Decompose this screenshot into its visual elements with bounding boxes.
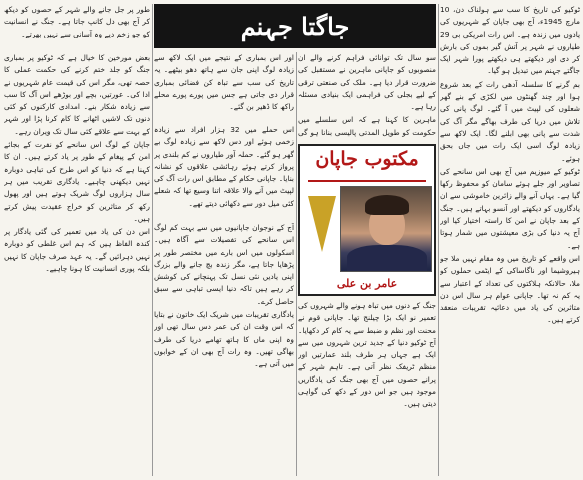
headline: جاگتا جہنم: [240, 11, 350, 41]
article-column-3-bottom: [154, 222, 294, 476]
column-title: مکتوب جاپان: [315, 148, 419, 170]
column-divider: [152, 4, 153, 476]
paragraph: جنگ کے دنوں میں تباہ ہونے والے شہروں کی تعمیر نو ایک بڑا چیلنج تھا۔ جاپانی قوم نے محنت اور نظم و ضبط سے یہ کام کر دکھایا۔ آج ٹوکیو دنیا کے جدید ترین شہروں میں سے ایک ہے جہاں ہر طرف بلند عمارتیں اور منظم ٹریفک نظر آتی ہے۔ تاہم شہر کے پرانے حصوں میں آج بھی جنگ کی یادگاریں موجود ہیں جو اس دور کے دکھ کی گواہی دیتی ہیں۔: [298, 301, 436, 409]
title-underline: [308, 180, 426, 182]
paragraph: آج کے نوجوان جاپانیوں میں سے بہت کم لوگ اس سانحے کی تفصیلات سے آگاہ ہیں۔ اسکولوں میں اس بارے میں مختصر طور پر پڑھایا جاتا ہے، مگر زندہ بچ جانے والے بزرگ اپنی یادیں نئی نسل تک پہنچانے کی کوشش کر رہے ہیں تاکہ دنیا ایسی تباہی سے سبق حاصل کرے۔: [154, 223, 294, 306]
paragraph: ماہرین کا کہنا ہے کہ اس سلسلے میں حکومت کو طویل المدتی پالیسی بنانا ہو گی: [298, 115, 436, 137]
paragraph: بعض مورخین کا خیال ہے کہ ٹوکیو پر بمباری جنگ کو جلد ختم کرنے کی حکمت عملی کا حصہ تھی، مگر اس کی قیمت عام شہریوں نے ادا کی۔ عورتیں، بچے اور بوڑھے اس آگ کا سب سے زیادہ شکار بنے۔ امدادی کارکنوں کو کئی دنوں تک لاشیں اٹھانے کا کام کرنا پڑا اور شہر کے بہت سے علاقے کئی سال تک ویران رہے۔: [4, 53, 150, 136]
article-column-3-middle: [154, 124, 294, 220]
paragraph: ٹوکیو کی تاریخ کا سب سے ہولناک دن، 10 مارچ 1945ء، آج بھی جاپان کے شہریوں کی یادوں میں زندہ ہے۔ اس رات امریکی بی 29 طیاروں نے شہر پر آتش گیر بموں کی بارش کر دی اور دیکھتے ہی دیکھتے پورا شہر ایک جاگتے جہنم میں تبدیل ہو گیا۔: [440, 5, 580, 76]
paragraph: یادگاری تقریبات میں شریک ایک خاتون نے بتایا کہ اس وقت ان کی عمر دس سال تھی اور وہ اپنی ماں کا ہاتھ تھامے دریا کی طرف بھاگی تھیں۔ وہ رات آج بھی ان کے خوابوں میں آتی ہے۔: [154, 310, 294, 369]
article-column-4-bottom: [4, 52, 150, 476]
author-name: عامر بن علی: [336, 277, 398, 290]
column-byline-box: [298, 144, 436, 296]
paragraph: بم گرنے کا سلسلہ آدھی رات کے بعد شروع ہوا اور چند گھنٹوں میں لکڑی کے بنے گھر شعلوں کی لپیٹ میں آ گئے۔ لوگ پانی کی تلاش میں دریا کی طرف بھاگے مگر آگ کی شدت سے پانی بھی ابلنے لگا۔ ایک لاکھ سے زیادہ لوگ اسی ایک رات میں جاں بحق ہوئے۔: [440, 79, 580, 163]
author-photo: [340, 186, 432, 272]
paragraph: طور پر جل جانے والے شہر کے حصوں کو دیکھ کر آج بھی دل کانپ جاتا ہے۔ جنگ نے انسانیت کو جو زخم دیے وہ آسانی سے نہیں بھرتے۔: [4, 5, 150, 38]
paragraph: جاپان کے لوگ اس سانحے کو نفرت کے بجائے امن کے پیغام کے طور پر یاد کرتے ہیں۔ ان کا کہنا ہے کہ دنیا کو اس طرح کی تباہی دوبارہ نہیں دیکھنی چاہیے۔ یادگاری تقریب میں ہر سال ہزاروں لوگ شریک ہوتے ہیں اور پھول رکھ کر متاثرین کو خراج عقیدت پیش کرتے ہیں۔: [4, 140, 150, 223]
paragraph: اس حملے میں 32 ہزار افراد سے زیادہ زخمی ہوئے اور دس لاکھ سے زیادہ لوگ بے گھر ہو گئے۔ حملہ آور طیاروں نے کم بلندی پر پرواز کرتے ہوئے رہائشی علاقوں کو نشانہ بنایا۔ جاپانی حکام کے مطابق اس رات آگ کی لپیٹ میں آنے والا علاقہ اتنا وسیع تھا کہ شعلے کئی میل دور سے دکھائی دیتے تھے۔: [154, 125, 294, 208]
column-divider: [438, 4, 439, 476]
column-divider: [296, 52, 297, 476]
triangle-logo-icon: [308, 196, 336, 252]
article-column-1: [440, 4, 580, 476]
paragraph: اس واقعے کو تاریخ میں وہ مقام نہیں ملا جو ہیروشیما اور ناگاساکی کے ایٹمی حملوں کو ملا، حالانکہ ہلاکتوں کی تعداد کے اعتبار سے یہ کم نہ تھا۔ جاپانی عوام ہر سال اس دن متاثرین کی یاد میں دعائیہ تقریبات منعقد کرتے ہیں۔: [440, 253, 580, 325]
paragraph: سو سال تک توانائی فراہم کرنے والے ان منصوبوں کو جاپانی ماہرین نے مستقبل کی ضرورت قرار دیا ہے۔ ملک کی صنعتی ترقی کے لیے بجلی کی فراہمی ایک بنیادی مسئلہ رہا ہے۔: [298, 53, 436, 112]
paragraph: اس دن کی یاد میں تعمیر کی گئی یادگار پر کندہ الفاظ ہیں کہ ہم اس غلطی کو دوبارہ نہیں دہرائیں گے۔ یہ عہد صرف جاپان کا نہیں بلکہ پوری انسانیت کا ہونا چاہیے۔: [4, 227, 150, 274]
article-column-4-top: [4, 4, 150, 38]
article-column-2-top: [298, 52, 436, 140]
headline-banner: [154, 4, 436, 48]
paragraph: اور اس بمباری کے نتیجے میں ایک لاکھ سے زیادہ لوگ اپنی جان سے ہاتھ دھو بیٹھے۔ یہ تاریخ کی سب سے تباہ کن فضائی بمباری قرار دی جاتی ہے جس میں پورے پورے محلے راکھ کا ڈھیر بن گئے۔: [154, 53, 294, 112]
paragraph: ٹوکیو کے میوزیم میں آج بھی اس سانحے کی تصاویر اور جلے ہوئے سامان کو محفوظ رکھا گیا ہے۔ یہاں آنے والے زائرین خاموشی سے ان یادگاروں کو دیکھتے اور آنسو بہاتے ہیں۔ جنگ کے بعد جاپان نے امن کا راستہ اختیار کیا اور آج یہ دنیا کی بڑی معیشتوں میں شمار ہوتا ہے۔: [440, 166, 580, 250]
article-column-3-top: [154, 52, 294, 122]
article-column-2-bottom: [298, 300, 436, 476]
